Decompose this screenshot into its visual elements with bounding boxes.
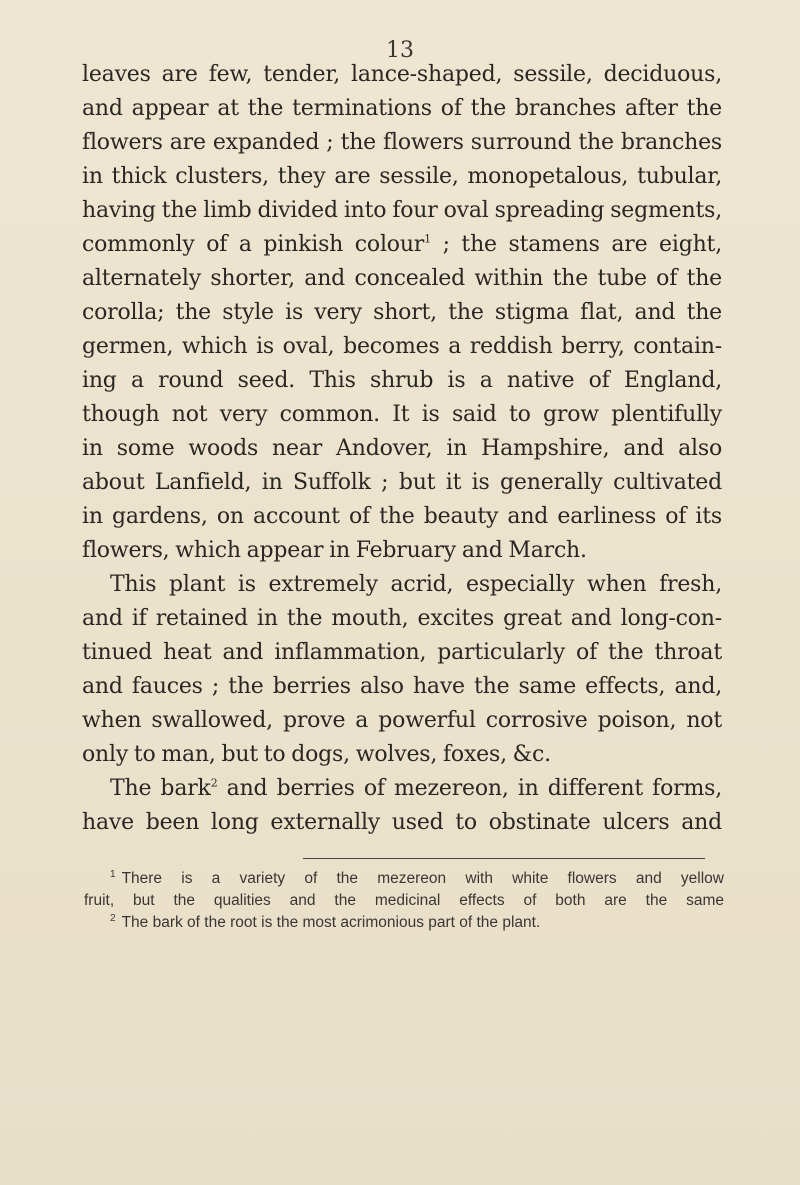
text-line: corolla; the style is very short, the stigma flat, and the <box>82 300 722 325</box>
text-fragment: The bark <box>110 776 211 801</box>
text-line: and if retained in the mouth, excites great and long-con- <box>82 606 722 631</box>
text-line: in some woods near Andover, in Hampshire, and also <box>82 436 722 461</box>
footnote-divider <box>303 858 705 859</box>
text-line: when swallowed, prove a powerful corrosive poison, not <box>82 708 722 733</box>
footnote-text: There is a variety of the mezereon with white flowers and yellow <box>121 870 724 887</box>
text-line: have been long externally used to obstinate ulcers and <box>82 810 722 835</box>
footnote-1 <box>84 868 724 890</box>
footnote-marker-2: 2 <box>110 912 116 924</box>
text-line: about Lanfield, in Suffolk ; but it is generally cultivated <box>82 470 722 495</box>
text-line: though not very common. It is said to grow plentifully <box>82 402 722 427</box>
text-fragment: and berries of mezereon, in different forms, <box>217 776 722 801</box>
text-line: ing a round seed. This shrub is a native of England, <box>82 368 722 393</box>
text-line: This plant is extremely acrid, especially when fresh, <box>110 572 722 597</box>
text-line: having the limb divided into four oval spreading segments, <box>82 198 722 223</box>
page-number: 13 <box>386 38 414 63</box>
footnote-1-continued: fruit, but the qualities and the medicinal effects of both are the same <box>84 892 724 909</box>
footnote-marker-1: 1 <box>110 868 116 880</box>
footnotes <box>84 868 724 934</box>
text-line: germen, which is oval, becomes a reddish berry, contain- <box>82 334 722 359</box>
text-line: alternately shorter, and concealed within the tube of the <box>82 266 722 291</box>
text-line: tinued heat and inflammation, particularly of the throat <box>82 640 722 665</box>
footnote-ref-2: 2 <box>210 776 218 790</box>
text-fragment: commonly of a pinkish colour <box>82 232 425 257</box>
text-line: flowers are expanded ; the flowers surround the branches <box>82 130 722 155</box>
text-line: flowers, which appear in February and March. <box>82 538 587 563</box>
footnote-text: The bark of the root is the most acrimonious part of the plant. <box>121 914 541 931</box>
text-line: and fauces ; the berries also have the same effects, and, <box>82 674 722 699</box>
text-line: in thick clusters, they are sessile, monopetalous, tubular, <box>82 164 722 189</box>
text-fragment: ; the stamens are eight, <box>430 232 722 257</box>
text-line-with-footnote-ref <box>82 228 722 262</box>
text-line: only to man, but to dogs, wolves, foxes, &c. <box>82 742 551 767</box>
text-line: leaves are few, tender, lance-shaped, sessile, deciduous, <box>82 62 722 87</box>
text-line: and appear at the terminations of the branches after the <box>82 96 722 121</box>
text-line-with-footnote-ref <box>82 772 722 806</box>
footnote-2 <box>84 912 724 934</box>
main-text <box>82 58 722 840</box>
footnote-ref-1: 1 <box>424 232 431 246</box>
text-line: in gardens, on account of the beauty and earliness of its <box>82 504 722 529</box>
